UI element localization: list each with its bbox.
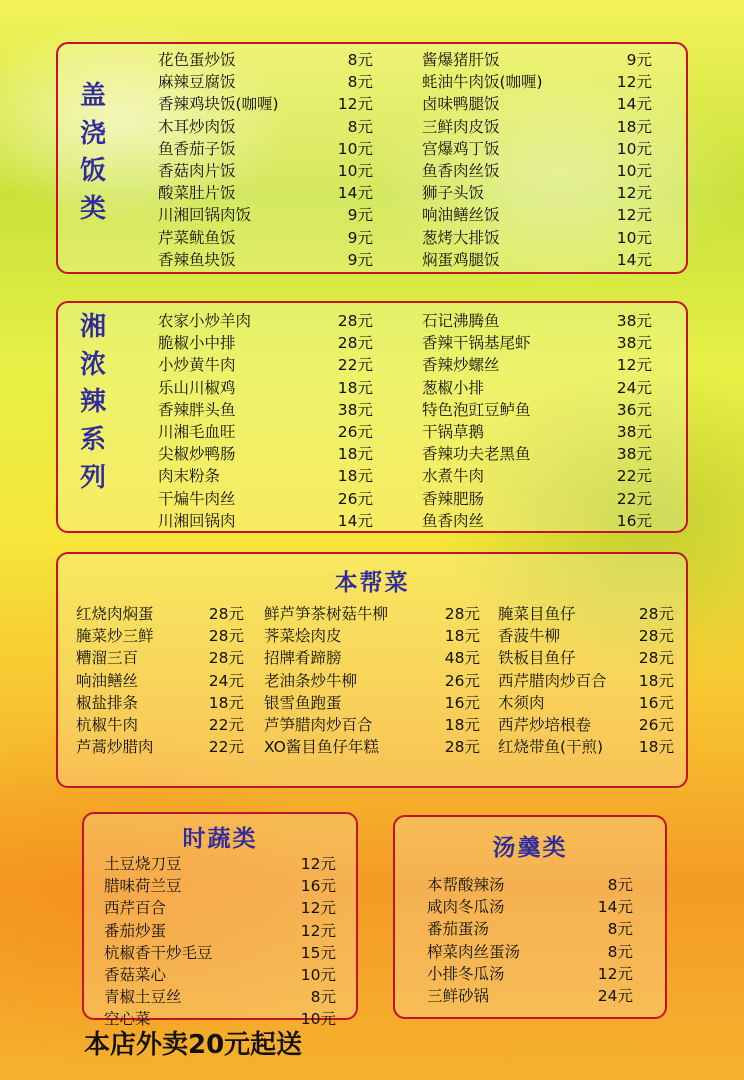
- menu-item-price: 28元: [337, 334, 373, 353]
- menu-item-name: 鲜芦笋茶树菇牛柳: [264, 605, 389, 624]
- menu-item-name: 番茄蛋汤: [427, 920, 490, 939]
- menu-item-name: 银雪鱼跑蛋: [264, 693, 342, 712]
- menu-item-name: 花色蛋炒饭: [158, 51, 236, 70]
- section-shishu: [82, 812, 358, 1029]
- menu-item-price: 10元: [616, 228, 652, 247]
- menu-item: [427, 873, 633, 895]
- menu-item-price: 9元: [347, 250, 373, 269]
- menu-item: [422, 398, 652, 420]
- menu-item-price: 18元: [337, 467, 373, 486]
- menu-item: [264, 624, 480, 646]
- menu-item-name: 木耳炒肉饭: [158, 117, 236, 136]
- menu-item-name: 芦蒿炒腊肉: [76, 738, 154, 757]
- menu-item-price: 8元: [347, 51, 373, 70]
- title-char: 湘: [80, 312, 107, 342]
- menu-item-name: 椒盐排条: [76, 693, 139, 712]
- menu-item: [76, 602, 244, 624]
- menu-item-name: 宫爆鸡丁饭: [422, 139, 500, 158]
- menu-item-price: 48元: [444, 649, 480, 668]
- menu-item-name: 杭椒牛肉: [76, 716, 139, 735]
- menu-item-price: 24元: [208, 671, 244, 690]
- menu-item-price: 14元: [597, 898, 633, 917]
- menu-item-name: 小排冬瓜汤: [427, 964, 505, 983]
- menu-item: [427, 917, 633, 939]
- title-char: 列: [80, 462, 107, 493]
- menu-item: [498, 602, 674, 624]
- menu-item: [427, 895, 633, 917]
- menu-item: [422, 353, 652, 375]
- benbang-col3: [498, 602, 674, 757]
- menu-item-name: 红烧带鱼(干煎): [498, 738, 604, 757]
- menu-item-price: 14元: [337, 511, 373, 530]
- menu-item-price: 28元: [208, 649, 244, 668]
- menu-item-name: 土豆烧刀豆: [104, 855, 182, 874]
- xiangnong-right-column: [422, 309, 652, 531]
- menu-item-price: 15元: [300, 943, 336, 962]
- menu-item-price: 28元: [638, 605, 674, 624]
- xiangnong-left-column: [158, 309, 373, 531]
- menu-item-name: 麻辣豆腐饭: [158, 73, 236, 92]
- menu-item: [422, 115, 652, 137]
- menu-item-name: 葱椒小排: [422, 378, 485, 397]
- section-title-tanggeng: 汤羹类: [492, 834, 568, 861]
- menu-item: [427, 940, 633, 962]
- menu-item-name: 香菇肉片饭: [158, 162, 236, 181]
- title-char: 饭: [80, 156, 107, 187]
- menu-item-name: 脆椒小中排: [158, 334, 236, 353]
- menu-item-name: 鱼香肉丝: [422, 511, 485, 530]
- section-title-gaifan: [80, 78, 106, 229]
- benbang-col1: [76, 602, 244, 757]
- menu-item-price: 9元: [626, 51, 652, 70]
- menu-item: [104, 919, 336, 941]
- menu-item: [422, 464, 652, 486]
- menu-item: [158, 159, 373, 181]
- menu-item: [158, 137, 373, 159]
- menu-item-name: 西芹百合: [104, 899, 167, 918]
- section-title-xiangnong: [80, 309, 106, 497]
- menu-item: [76, 691, 244, 713]
- menu-item-name: 香辣肥肠: [422, 489, 485, 508]
- menu-item-price: 10元: [337, 162, 373, 181]
- menu-item-name: 干锅草鹅: [422, 423, 485, 442]
- menu-item-name: 本帮酸辣汤: [427, 876, 505, 895]
- menu-item-name: 干煸牛肉丝: [158, 489, 236, 508]
- menu-item-name: 农家小炒羊肉: [158, 312, 252, 331]
- menu-item-name: 番茄炒蛋: [104, 921, 167, 940]
- menu-item-price: 8元: [310, 988, 336, 1007]
- menu-item-name: 三鲜肉皮饭: [422, 117, 500, 136]
- menu-item: [422, 137, 652, 159]
- menu-item: [158, 398, 373, 420]
- menu-item: [422, 181, 652, 203]
- menu-item-price: 8元: [347, 117, 373, 136]
- menu-item-price: 12元: [300, 855, 336, 874]
- menu-item: [158, 442, 373, 464]
- menu-item-name: 川湘毛血旺: [158, 423, 236, 442]
- menu-item-price: 38元: [616, 334, 652, 353]
- menu-item-name: 杭椒香干炒毛豆: [104, 943, 213, 962]
- menu-item-price: 18元: [638, 671, 674, 690]
- menu-item-price: 10元: [300, 966, 336, 985]
- menu-item-name: 空心菜: [104, 1010, 151, 1029]
- menu-item-name: 招牌肴蹄膀: [264, 649, 342, 668]
- section-title-benbang: 本帮菜: [334, 569, 410, 596]
- menu-item-name: 香辣干锅基尾虾: [422, 334, 531, 353]
- menu-item-name: 酸菜肚片饭: [158, 184, 236, 203]
- menu-item: [427, 962, 633, 984]
- menu-item: [158, 203, 373, 225]
- menu-item-price: 26元: [337, 489, 373, 508]
- menu-item: [498, 669, 674, 691]
- menu-item: [76, 624, 244, 646]
- menu-item-name: 鱼香肉丝饭: [422, 162, 500, 181]
- menu-item: [422, 442, 652, 464]
- menu-item-name: XO酱目鱼仔年糕: [264, 738, 379, 757]
- menu-item: [264, 602, 480, 624]
- menu-item-name: 红烧肉焖蛋: [76, 605, 154, 624]
- menu-item-price: 12元: [616, 206, 652, 225]
- menu-item-name: 肉末粉条: [158, 467, 221, 486]
- menu-item-price: 10元: [616, 139, 652, 158]
- menu-item-price: 9元: [347, 228, 373, 247]
- menu-item: [158, 353, 373, 375]
- menu-item-price: 38元: [616, 312, 652, 331]
- menu-item: [104, 896, 336, 918]
- menu-item: [158, 376, 373, 398]
- menu-item-name: 特色泡豇豆鲈鱼: [422, 400, 531, 419]
- menu-item-price: 12元: [300, 921, 336, 940]
- menu-item: [498, 735, 674, 757]
- menu-item-name: 三鲜砂锅: [427, 987, 490, 1006]
- menu-item: [104, 852, 336, 874]
- menu-item-name: 木须肉: [498, 693, 545, 712]
- menu-item: [422, 487, 652, 509]
- menu-item: [158, 70, 373, 92]
- menu-item: [422, 159, 652, 181]
- menu-item-price: 28元: [638, 649, 674, 668]
- menu-item-price: 22元: [337, 356, 373, 375]
- menu-item-name: 糟溜三百: [76, 649, 139, 668]
- menu-item: [498, 624, 674, 646]
- menu-item-price: 24元: [597, 987, 633, 1006]
- menu-item-price: 16元: [444, 693, 480, 712]
- menu-item-name: 尖椒炒鸭肠: [158, 445, 236, 464]
- menu-item-price: 8元: [347, 73, 373, 92]
- menu-item-price: 8元: [607, 942, 633, 961]
- menu-item: [422, 203, 652, 225]
- menu-item: [158, 331, 373, 353]
- menu-item: [422, 48, 652, 70]
- menu-item: [104, 985, 336, 1007]
- menu-item-name: 西芹炒培根卷: [498, 716, 592, 735]
- menu-item: [422, 376, 652, 398]
- menu-item-name: 酱爆猪肝饭: [422, 51, 500, 70]
- menu-item-price: 16元: [616, 511, 652, 530]
- menu-item-name: 石记沸腾鱼: [422, 312, 500, 331]
- menu-item-price: 26元: [638, 716, 674, 735]
- menu-item-price: 14元: [616, 95, 652, 114]
- menu-item-name: 狮子头饭: [422, 184, 485, 203]
- title-char: 浓: [80, 349, 107, 380]
- section-xiangnong: [56, 301, 688, 533]
- tanggeng-column: [427, 873, 633, 1006]
- menu-item: [158, 226, 373, 248]
- menu-item: [158, 48, 373, 70]
- menu-item-name: 香辣鸡块饭(咖喱): [158, 95, 279, 114]
- menu-item: [498, 713, 674, 735]
- menu-item-price: 38元: [616, 423, 652, 442]
- menu-item-price: 16元: [300, 877, 336, 896]
- menu-item-name: 响油鳝丝: [76, 671, 139, 690]
- title-char: 系: [80, 425, 107, 456]
- menu-item-price: 12元: [616, 73, 652, 92]
- menu-item: [158, 115, 373, 137]
- menu-item-price: 26元: [337, 423, 373, 442]
- menu-item: [422, 92, 652, 114]
- menu-item-name: 榨菜肉丝蛋汤: [427, 942, 521, 961]
- menu-item: [422, 248, 652, 270]
- menu-item-price: 18元: [638, 738, 674, 757]
- menu-item-price: 24元: [616, 378, 652, 397]
- section-title-shishu: 时蔬类: [182, 825, 258, 852]
- menu-item-price: 28元: [638, 627, 674, 646]
- menu-item-price: 18元: [337, 378, 373, 397]
- menu-item: [498, 646, 674, 668]
- menu-item-name: 响油鳝丝饭: [422, 206, 500, 225]
- menu-item: [104, 963, 336, 985]
- menu-item-price: 38元: [616, 445, 652, 464]
- menu-item: [422, 331, 652, 353]
- menu-item-name: 腊味荷兰豆: [104, 877, 182, 896]
- menu-item-price: 9元: [347, 206, 373, 225]
- menu-item: [422, 226, 652, 248]
- menu-item-price: 26元: [444, 671, 480, 690]
- menu-item: [422, 70, 652, 92]
- menu-item-name: 香辣功夫老黑鱼: [422, 445, 531, 464]
- menu-item-price: 12元: [300, 899, 336, 918]
- menu-item-name: 咸肉冬瓜汤: [427, 898, 505, 917]
- delivery-note: 本店外卖20元起送: [84, 1030, 303, 1060]
- shishu-column: [104, 852, 336, 1030]
- menu-item-price: 18元: [444, 627, 480, 646]
- menu-item-name: 腌菜炒三鲜: [76, 627, 154, 646]
- menu-item-price: 18元: [616, 117, 652, 136]
- title-char: 浇: [80, 118, 107, 149]
- menu-item-name: 香菇菜心: [104, 966, 167, 985]
- menu-item: [158, 509, 373, 531]
- section-gaifan: [56, 42, 688, 274]
- menu-item: [264, 669, 480, 691]
- gaifan-left-column: [158, 48, 373, 270]
- section-benbang: [56, 552, 688, 788]
- menu-item-price: 12元: [616, 184, 652, 203]
- menu-item-name: 芦笋腊肉炒百合: [264, 716, 373, 735]
- menu-item-price: 8元: [607, 876, 633, 895]
- menu-item-name: 卤味鸭腿饭: [422, 95, 500, 114]
- menu-item-price: 28元: [444, 738, 480, 757]
- menu-item-price: 16元: [638, 693, 674, 712]
- menu-item-name: 川湘回锅肉: [158, 511, 236, 530]
- menu-item: [158, 487, 373, 509]
- menu-item-price: 22元: [616, 489, 652, 508]
- menu-item-name: 铁板目鱼仔: [498, 649, 576, 668]
- menu-item-price: 36元: [616, 400, 652, 419]
- menu-item-name: 蚝油牛肉饭(咖喱): [422, 73, 543, 92]
- menu-item-name: 水煮牛肉: [422, 467, 485, 486]
- menu-item-price: 10元: [616, 162, 652, 181]
- menu-item: [158, 248, 373, 270]
- menu-item: [104, 941, 336, 963]
- menu-item-name: 香辣胖头鱼: [158, 400, 236, 419]
- menu-item-price: 22元: [208, 716, 244, 735]
- menu-item-price: 12元: [597, 964, 633, 983]
- menu-item-price: 10元: [337, 139, 373, 158]
- menu-item: [158, 181, 373, 203]
- menu-item-name: 芹菜鱿鱼饭: [158, 228, 236, 247]
- menu-item: [76, 713, 244, 735]
- menu-item-price: 22元: [208, 738, 244, 757]
- menu-item: [422, 309, 652, 331]
- menu-item: [76, 735, 244, 757]
- menu-item-name: 西芹腊肉炒百合: [498, 671, 607, 690]
- menu-item-price: 28元: [208, 605, 244, 624]
- menu-item-name: 腌菜目鱼仔: [498, 605, 576, 624]
- menu-item-name: 鱼香茄子饭: [158, 139, 236, 158]
- menu-item: [264, 691, 480, 713]
- menu-item: [422, 420, 652, 442]
- menu-item: [264, 646, 480, 668]
- menu-item-name: 香辣鱼块饭: [158, 250, 236, 269]
- menu-item-price: 18元: [208, 693, 244, 712]
- menu-item: [498, 691, 674, 713]
- title-char: 盖: [80, 81, 107, 111]
- menu-item-name: 青椒土豆丝: [104, 988, 182, 1007]
- menu-item-price: 14元: [616, 250, 652, 269]
- menu-item-price: 22元: [616, 467, 652, 486]
- menu-item-price: 28元: [208, 627, 244, 646]
- title-char: 类: [80, 194, 107, 225]
- benbang-col2: [264, 602, 480, 757]
- menu-item-name: 香菠牛柳: [498, 627, 561, 646]
- menu-item: [158, 420, 373, 442]
- section-tanggeng: [393, 815, 667, 1019]
- menu-item-name: 葱烤大排饭: [422, 228, 500, 247]
- menu-item-price: 18元: [444, 716, 480, 735]
- menu-item-price: 14元: [337, 184, 373, 203]
- menu-item: [104, 874, 336, 896]
- menu-item-name: 小炒黄牛肉: [158, 356, 236, 375]
- menu-item: [427, 984, 633, 1006]
- menu-item-name: 川湘回锅肉饭: [158, 206, 252, 225]
- menu-item-price: 12元: [616, 356, 652, 375]
- menu-item: [76, 669, 244, 691]
- title-char: 辣: [80, 387, 107, 418]
- menu-item-name: 荠菜烩肉皮: [264, 627, 342, 646]
- menu-item: [264, 735, 480, 757]
- menu-item-price: 8元: [607, 920, 633, 939]
- menu-item-name: 乐山川椒鸡: [158, 378, 236, 397]
- menu-item-price: 28元: [444, 605, 480, 624]
- menu-item-price: 38元: [337, 400, 373, 419]
- menu-item: [422, 509, 652, 531]
- menu-item-name: 焖蛋鸡腿饭: [422, 250, 500, 269]
- menu-item-name: 香辣炒螺丝: [422, 356, 500, 375]
- gaifan-right-column: [422, 48, 652, 270]
- menu-item: [158, 309, 373, 331]
- menu-item-price: 28元: [337, 312, 373, 331]
- menu-item-name: 老油条炒牛柳: [264, 671, 358, 690]
- menu-item: [158, 464, 373, 486]
- menu-item: [158, 92, 373, 114]
- menu-item-price: 12元: [337, 95, 373, 114]
- menu-item: [76, 646, 244, 668]
- menu-item-price: 18元: [337, 445, 373, 464]
- menu-item: [264, 713, 480, 735]
- menu-item-price: 10元: [300, 1010, 336, 1029]
